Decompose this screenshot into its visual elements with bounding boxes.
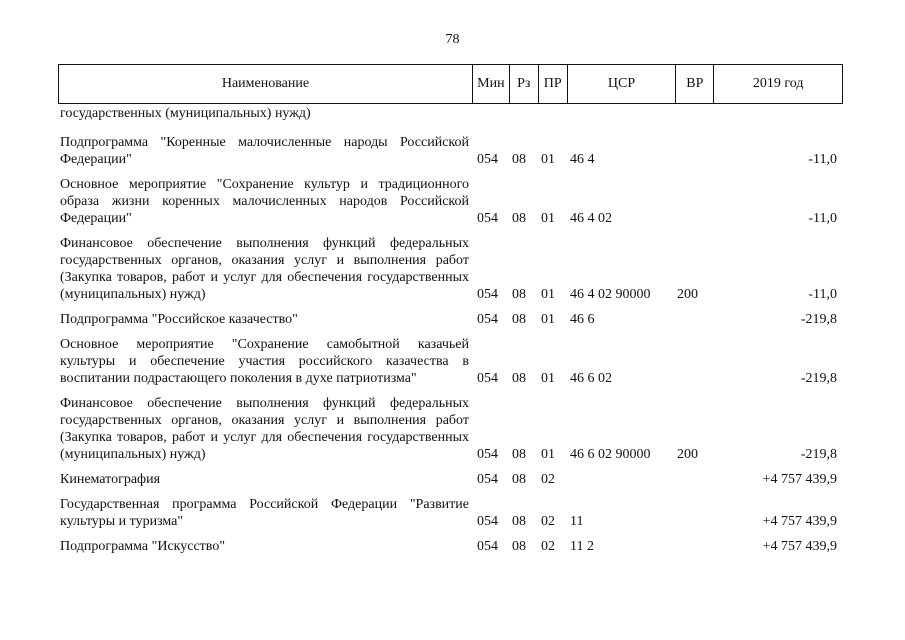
row-csr: 46 6: [570, 312, 595, 327]
row-pr: 01: [541, 287, 555, 302]
header-year: 2019 год: [713, 65, 842, 103]
row-min: 054: [477, 539, 498, 554]
row-year: +4 757 439,9: [762, 472, 837, 487]
row-vr: 200: [677, 447, 698, 462]
row-min: 054: [477, 287, 498, 302]
header-name: Наименование: [221, 76, 310, 91]
row-csr: 11: [570, 514, 584, 529]
row-csr: 46 6 02 90000: [570, 447, 651, 462]
header-rz: Рз: [509, 65, 538, 103]
row-name: Финансовое обеспечение выполнения функций федеральных государственных органов, оказания услуг и выполнения работ (Закупка товаров, работ и услуг для обеспечения государственных (муниципальных) нужд): [60, 396, 469, 462]
row-rz: 08: [512, 539, 526, 554]
row-csr: 11 2: [570, 539, 594, 554]
row-rz: 08: [512, 514, 526, 529]
table-row: [58, 471, 843, 488]
row-csr: 46 4 02 90000: [570, 287, 651, 302]
row-min: 054: [477, 514, 498, 529]
row-rz: 08: [512, 472, 526, 487]
header-pr: ПР: [538, 65, 567, 103]
row-rz: 08: [512, 211, 526, 226]
row-rz: 08: [512, 287, 526, 302]
header-min: Мин: [472, 65, 509, 103]
row-year: -11,0: [808, 152, 837, 167]
row-name: Государственная программа Российской Федерации "Развитие культуры и туризма": [60, 497, 469, 529]
row-rz: 08: [512, 447, 526, 462]
row-year: -219,8: [800, 447, 837, 462]
row-pr: 01: [541, 447, 555, 462]
row-name: Подпрограмма "Российское казачество": [60, 312, 298, 327]
row-csr: 46 6 02: [570, 371, 612, 386]
row-pr: 02: [541, 472, 555, 487]
row-pr: 02: [541, 539, 555, 554]
row-name: Кинематография: [60, 472, 161, 487]
budget-table: [58, 64, 843, 563]
row-rz: 08: [512, 312, 526, 327]
table-row: [58, 105, 843, 122]
table-header: [58, 64, 843, 104]
header-csr: ЦСР: [567, 65, 676, 103]
table-row: [58, 311, 843, 328]
table-row: [58, 395, 843, 463]
row-min: 054: [477, 371, 498, 386]
table-body: [58, 104, 843, 555]
row-year: -11,0: [808, 287, 837, 302]
table-row: [58, 176, 843, 227]
row-pr: 01: [541, 312, 555, 327]
row-rz: 08: [512, 371, 526, 386]
row-vr: 200: [677, 287, 698, 302]
row-min: 054: [477, 152, 498, 167]
table-row: [58, 134, 843, 168]
row-year: -219,8: [800, 312, 837, 327]
row-csr: 46 4 02: [570, 211, 612, 226]
row-year: +4 757 439,9: [762, 539, 837, 554]
row-pr: 01: [541, 152, 555, 167]
row-min: 054: [477, 211, 498, 226]
row-min: 054: [477, 312, 498, 327]
table-row: [58, 538, 843, 555]
table-row: [58, 336, 843, 387]
row-name: Подпрограмма "Коренные малочисленные народы Российской Федерации": [60, 135, 469, 167]
row-year: +4 757 439,9: [762, 514, 837, 529]
row-pr: 01: [541, 211, 555, 226]
page-number: 78: [445, 32, 460, 47]
row-year: -219,8: [800, 371, 837, 386]
row-pr: 01: [541, 371, 555, 386]
row-name: Финансовое обеспечение выполнения функций федеральных государственных органов, оказания услуг и выполнения работ (Закупка товаров, работ и услуг для обеспечения государственных (муниципальных) нужд): [60, 236, 469, 302]
row-min: 054: [477, 472, 498, 487]
table-row: [58, 496, 843, 530]
row-rz: 08: [512, 152, 526, 167]
row-name: Подпрограмма "Искусство": [60, 539, 226, 554]
row-pr: 02: [541, 514, 555, 529]
header-vr: ВР: [675, 65, 713, 103]
row-min: 054: [477, 447, 498, 462]
row-name: государственных (муниципальных) нужд): [60, 106, 311, 121]
row-csr: 46 4: [570, 152, 595, 167]
row-year: -11,0: [808, 211, 837, 226]
row-name: Основное мероприятие "Сохранение культур и традиционного образа жизни коренных малочисленных народов Российской Федерации": [60, 177, 469, 226]
table-row: [58, 235, 843, 303]
row-name: Основное мероприятие "Сохранение самобытной казачьей культуры и обеспечение участия российского казачества в воспитании подрастающего поколения в духе патриотизма": [60, 337, 469, 386]
